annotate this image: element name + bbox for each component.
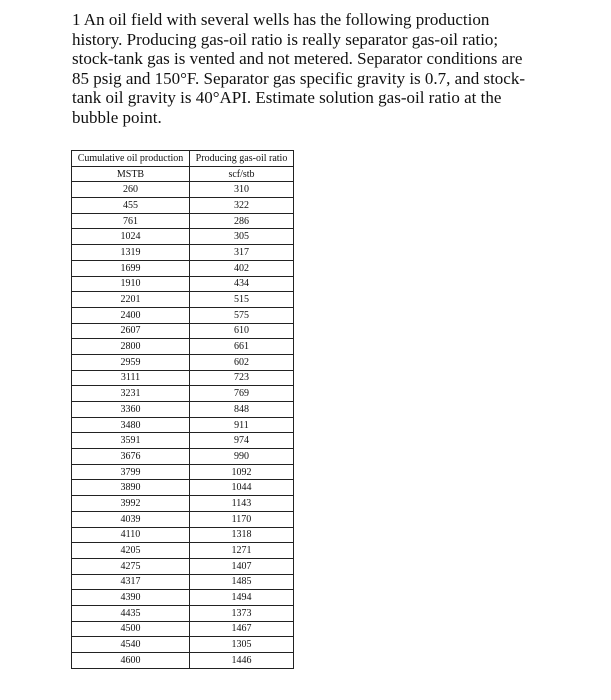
table-row bbox=[72, 637, 294, 653]
cumulative-oil-cell: 4600 bbox=[72, 653, 190, 669]
cumulative-oil-cell: 2800 bbox=[72, 339, 190, 355]
cumulative-oil-cell: 3111 bbox=[72, 370, 190, 386]
gas-oil-ratio-cell: 1446 bbox=[190, 653, 294, 669]
cumulative-oil-cell: 260 bbox=[72, 182, 190, 198]
cumulative-oil-cell: 2607 bbox=[72, 323, 190, 339]
gas-oil-ratio-cell: 1373 bbox=[190, 605, 294, 621]
gas-oil-ratio-cell: 1494 bbox=[190, 590, 294, 606]
gas-oil-ratio-cell: 1407 bbox=[190, 558, 294, 574]
gas-oil-ratio-cell: 515 bbox=[190, 292, 294, 308]
table-row bbox=[72, 229, 294, 245]
table-row bbox=[72, 354, 294, 370]
gas-oil-ratio-cell: 911 bbox=[190, 417, 294, 433]
cumulative-oil-cell: 3890 bbox=[72, 480, 190, 496]
table-row bbox=[72, 417, 294, 433]
gas-oil-ratio-cell: 1305 bbox=[190, 637, 294, 653]
table-row bbox=[72, 182, 294, 198]
table-row bbox=[72, 621, 294, 637]
gas-oil-ratio-cell: 723 bbox=[190, 370, 294, 386]
cumulative-oil-cell: 3676 bbox=[72, 449, 190, 465]
gas-oil-ratio-cell: 769 bbox=[190, 386, 294, 402]
gas-oil-ratio-cell: 990 bbox=[190, 449, 294, 465]
gas-oil-ratio-cell: 610 bbox=[190, 323, 294, 339]
cumulative-oil-cell: 3799 bbox=[72, 464, 190, 480]
gas-oil-ratio-cell: 286 bbox=[190, 213, 294, 229]
unit-mstb: MSTB bbox=[72, 166, 190, 182]
cumulative-oil-cell: 1699 bbox=[72, 260, 190, 276]
gas-oil-ratio-cell: 661 bbox=[190, 339, 294, 355]
table-row bbox=[72, 370, 294, 386]
table-row bbox=[72, 590, 294, 606]
table-row bbox=[72, 527, 294, 543]
production-history-table-container bbox=[71, 150, 294, 669]
unit-scf-stb: scf/stb bbox=[190, 166, 294, 182]
gas-oil-ratio-cell: 1485 bbox=[190, 574, 294, 590]
cumulative-oil-cell: 4540 bbox=[72, 637, 190, 653]
table-row bbox=[72, 292, 294, 308]
cumulative-oil-cell: 4039 bbox=[72, 511, 190, 527]
cumulative-oil-cell: 2959 bbox=[72, 354, 190, 370]
table-row bbox=[72, 496, 294, 512]
table-row bbox=[72, 307, 294, 323]
table-row bbox=[72, 245, 294, 261]
header-producing-gas-oil-ratio: Producing gas-oil ratio bbox=[190, 151, 294, 167]
cumulative-oil-cell: 4500 bbox=[72, 621, 190, 637]
gas-oil-ratio-cell: 434 bbox=[190, 276, 294, 292]
problem-statement: 1 An oil field with several wells has the following production history. Producing gas-oil ratio is really separator gas-oil ratio; stock-tank gas is vented and not metered. Separator conditions are 85 psig and 150°F. Separator gas specific gravity is 0.7, and stock-tank oil gravity is 40°API. Estimate solution gas-oil ratio at the bubble point. bbox=[72, 10, 526, 127]
gas-oil-ratio-cell: 305 bbox=[190, 229, 294, 245]
cumulative-oil-cell: 1910 bbox=[72, 276, 190, 292]
table-row bbox=[72, 543, 294, 559]
cumulative-oil-cell: 2201 bbox=[72, 292, 190, 308]
cumulative-oil-cell: 4205 bbox=[72, 543, 190, 559]
table-row bbox=[72, 260, 294, 276]
table-row bbox=[72, 323, 294, 339]
cumulative-oil-cell: 1024 bbox=[72, 229, 190, 245]
cumulative-oil-cell: 3480 bbox=[72, 417, 190, 433]
cumulative-oil-cell: 4110 bbox=[72, 527, 190, 543]
cumulative-oil-cell: 4317 bbox=[72, 574, 190, 590]
table-header-row bbox=[72, 151, 294, 167]
gas-oil-ratio-cell: 1318 bbox=[190, 527, 294, 543]
header-cumulative-oil-production: Cumulative oil production bbox=[72, 151, 190, 167]
gas-oil-ratio-cell: 1092 bbox=[190, 464, 294, 480]
table-row bbox=[72, 276, 294, 292]
table-row bbox=[72, 386, 294, 402]
cumulative-oil-cell: 2400 bbox=[72, 307, 190, 323]
table-row bbox=[72, 574, 294, 590]
gas-oil-ratio-cell: 1271 bbox=[190, 543, 294, 559]
table-row bbox=[72, 198, 294, 214]
gas-oil-ratio-cell: 310 bbox=[190, 182, 294, 198]
gas-oil-ratio-cell: 1143 bbox=[190, 496, 294, 512]
gas-oil-ratio-cell: 575 bbox=[190, 307, 294, 323]
table-row bbox=[72, 449, 294, 465]
gas-oil-ratio-cell: 317 bbox=[190, 245, 294, 261]
cumulative-oil-cell: 3231 bbox=[72, 386, 190, 402]
table-row bbox=[72, 402, 294, 418]
gas-oil-ratio-cell: 974 bbox=[190, 433, 294, 449]
table-row bbox=[72, 558, 294, 574]
table-body bbox=[72, 182, 294, 668]
cumulative-oil-cell: 3591 bbox=[72, 433, 190, 449]
cumulative-oil-cell: 4390 bbox=[72, 590, 190, 606]
table-row bbox=[72, 480, 294, 496]
table-row bbox=[72, 605, 294, 621]
cumulative-oil-cell: 1319 bbox=[72, 245, 190, 261]
cumulative-oil-cell: 4435 bbox=[72, 605, 190, 621]
table-row bbox=[72, 433, 294, 449]
gas-oil-ratio-cell: 1170 bbox=[190, 511, 294, 527]
gas-oil-ratio-cell: 322 bbox=[190, 198, 294, 214]
gas-oil-ratio-cell: 1467 bbox=[190, 621, 294, 637]
gas-oil-ratio-cell: 602 bbox=[190, 354, 294, 370]
table-row bbox=[72, 653, 294, 669]
cumulative-oil-cell: 3992 bbox=[72, 496, 190, 512]
table-row bbox=[72, 213, 294, 229]
cumulative-oil-cell: 455 bbox=[72, 198, 190, 214]
cumulative-oil-cell: 3360 bbox=[72, 402, 190, 418]
gas-oil-ratio-cell: 848 bbox=[190, 402, 294, 418]
gas-oil-ratio-cell: 1044 bbox=[190, 480, 294, 496]
table-row bbox=[72, 339, 294, 355]
table-units-row bbox=[72, 166, 294, 182]
table-row bbox=[72, 511, 294, 527]
production-history-table bbox=[71, 150, 294, 669]
cumulative-oil-cell: 761 bbox=[72, 213, 190, 229]
gas-oil-ratio-cell: 402 bbox=[190, 260, 294, 276]
table-row bbox=[72, 464, 294, 480]
cumulative-oil-cell: 4275 bbox=[72, 558, 190, 574]
